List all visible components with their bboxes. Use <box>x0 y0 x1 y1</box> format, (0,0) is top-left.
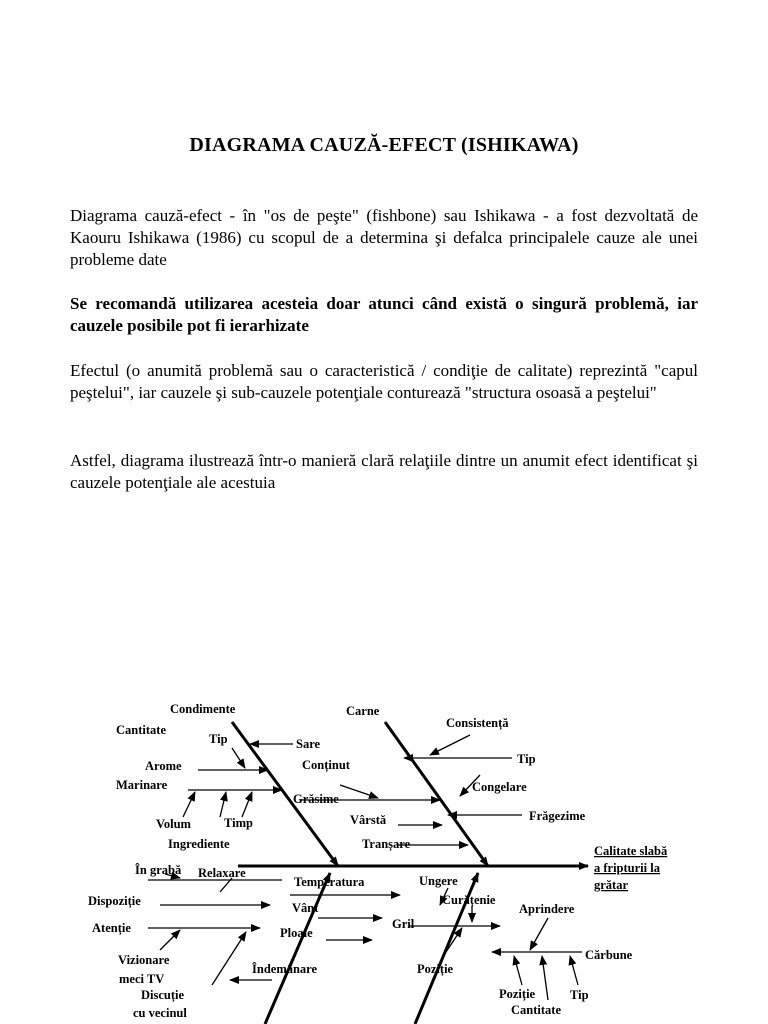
label-discutie-line1: Discuție <box>141 988 185 1002</box>
document-title: DIAGRAMA CAUZĂ-EFECT (ISHIKAWA) <box>189 134 579 156</box>
label-relaxare: Relaxare <box>198 866 246 880</box>
label-grasime: Grăsime <box>293 792 339 806</box>
label-tip-carne: Tip <box>517 752 536 766</box>
label-ungere: Ungere <box>419 874 458 888</box>
label-tip-carbune: Tip <box>570 988 589 1002</box>
paragraph-intro: Diagrama cauză-efect - în "os de peşte" (fishbone) sau Ishikawa - a fost dezvoltată de Kaouru Ishikawa (1986) cu scopul de a determina şi defalca principalele cauze ale unei probleme date <box>70 206 698 269</box>
effect-label-line1: Calitate slabă <box>594 844 668 858</box>
label-tip: Tip <box>209 732 228 746</box>
label-cantitate: Cantitate <box>116 723 166 737</box>
label-varsta: Vârstă <box>350 813 387 827</box>
label-consistenta: Consistență <box>446 716 509 730</box>
label-ploaie: Ploaie <box>280 926 313 940</box>
effect-label-line2: a fripturii la <box>594 861 660 875</box>
label-carbune: Cărbune <box>585 948 633 962</box>
paragraph-recommendation: Se recomandă utilizarea acesteia doar atunci când există o singură problemă, iar cauzele posibile pot fi ierarhizate <box>70 294 698 335</box>
label-pozitie-carbune: Poziție <box>499 987 536 1001</box>
label-temperatura: Temperatura <box>294 875 365 889</box>
label-vant: Vânt <box>292 901 319 915</box>
label-transare: Tranșare <box>362 837 411 851</box>
label-dispozitie: Dispoziție <box>88 894 141 908</box>
label-atentie: Atenție <box>92 921 131 935</box>
label-cantitate-carbune: Cantitate <box>511 1003 561 1017</box>
label-gril: Gril <box>392 917 415 931</box>
paragraph-conclusion: Astfel, diagrama ilustrează într-o manieră clară relaţiile dintre un anumit efect identificat şi cauzele potenţiale ale acestuia <box>70 451 698 492</box>
label-congelare: Congelare <box>472 780 527 794</box>
label-vizionare-line2: meci TV <box>119 972 165 986</box>
paragraph-effect: Efectul (o anumită problemă sau o caracteristică / condiţie de calitate) reprezintă "capul peştelui", iar cauzele şi sub-cauzele potenţiale conturează "structura osoasă a peştelui" <box>70 361 698 402</box>
label-continut: Conținut <box>302 758 350 772</box>
label-timp: Timp <box>224 816 253 830</box>
label-carne: Carne <box>346 704 380 718</box>
label-fragezime: Frăgezime <box>529 809 586 823</box>
label-indemanare: Îndemânare <box>252 962 318 976</box>
label-condimente: Condimente <box>170 702 236 716</box>
label-arome: Arome <box>145 759 182 773</box>
label-marinare: Marinare <box>116 778 168 792</box>
label-aprindere: Aprindere <box>519 902 575 916</box>
label-pozitie: Poziție <box>417 962 454 976</box>
label-vizionare-line1: Vizionare <box>118 953 170 967</box>
label-volum: Volum <box>156 817 191 831</box>
label-curatenie: Curățenie <box>442 893 496 907</box>
label-ingrediente: Ingrediente <box>168 837 230 851</box>
label-sare: Sare <box>296 737 321 751</box>
label-in-graba: În grabă <box>135 863 182 877</box>
effect-label-line3: grătar <box>594 878 629 892</box>
label-discutie-line2: cu vecinul <box>133 1006 187 1020</box>
